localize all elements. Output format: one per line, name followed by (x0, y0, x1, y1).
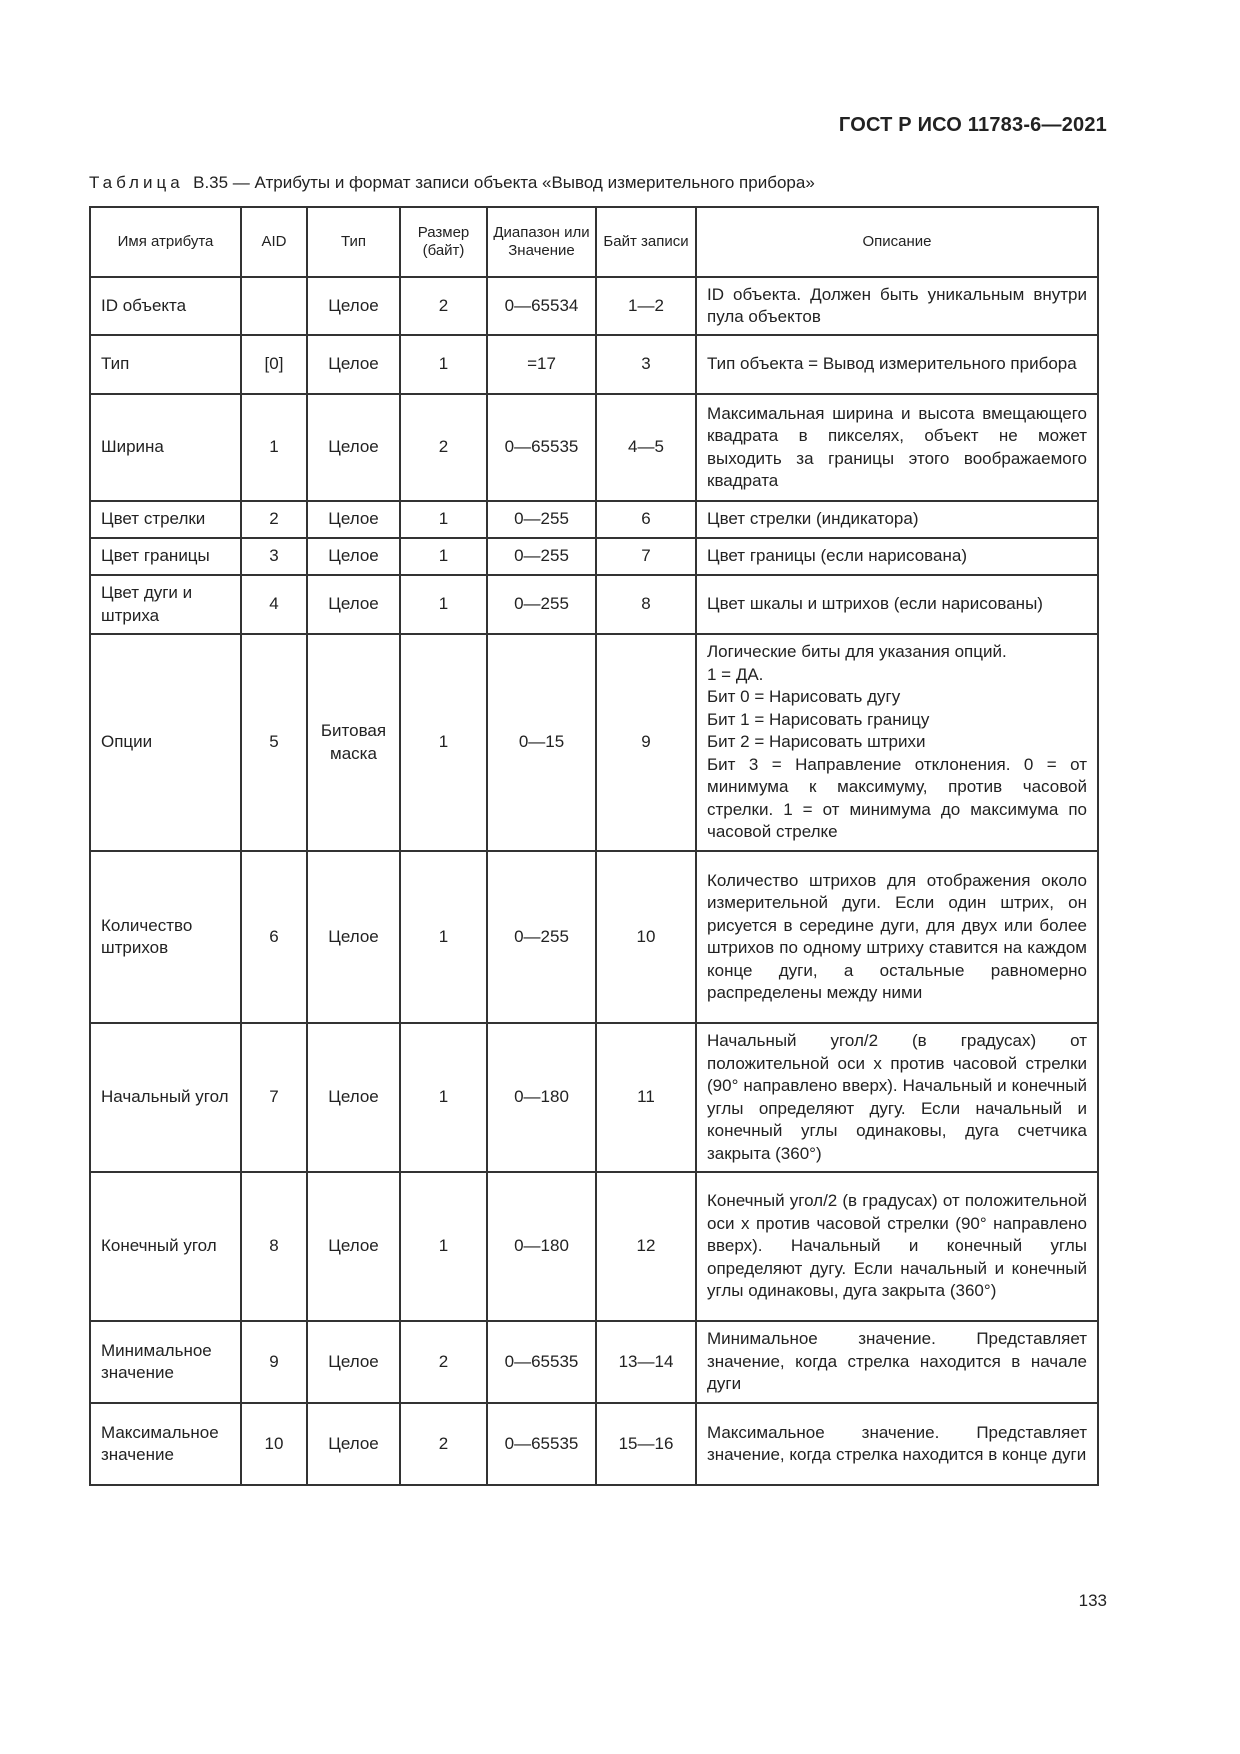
table-caption-text: В.35 — Атрибуты и формат записи объекта «Вывод измерительного прибора» (193, 173, 815, 192)
cell-aid: 1 (241, 394, 307, 501)
cell-aid: 9 (241, 1321, 307, 1403)
cell-aid: 8 (241, 1172, 307, 1321)
cell-description: Конечный угол/2 (в градусах) от положительной оси x против часовой стрелки (90° направлено вверх). Начальный и конечный углы определяют дугу. Если начальный и конечный углы одинаковы, дуга закрыта (360°) (696, 1172, 1098, 1321)
cell-size: 1 (400, 538, 487, 575)
cell-record-bytes: 9 (596, 634, 696, 851)
cell-description: Логические биты для указания опций. 1 = ДА. Бит 0 = Нарисовать дугу Бит 1 = Нарисовать границу Бит 2 = Нарисовать штрихи Бит 3 = Направление отклонения. 0 = от минимума к максимуму, против часовой стрелки. 1 = от минимума до максимума по часовой стрелке (696, 634, 1098, 851)
cell-attribute-name: Минимальное значение (90, 1321, 241, 1403)
cell-attribute-name: Тип (90, 335, 241, 394)
cell-type: Целое (307, 575, 400, 634)
cell-range: 0—255 (487, 538, 596, 575)
cell-range: 0—65535 (487, 394, 596, 501)
cell-range: 0—255 (487, 575, 596, 634)
cell-size: 2 (400, 394, 487, 501)
table-row (90, 851, 1098, 1023)
table-row (90, 634, 1098, 851)
cell-aid: 4 (241, 575, 307, 634)
column-header-description: Описание (696, 207, 1098, 277)
column-header-range: Диапазон или Значение (487, 207, 596, 277)
cell-range: 0—15 (487, 634, 596, 851)
cell-size: 1 (400, 501, 487, 538)
cell-attribute-name: Цвет стрелки (90, 501, 241, 538)
cell-description: Начальный угол/2 (в градусах) от положительной оси x против часовой стрелки (90° направлено вверх). Начальный и конечный углы определяют дугу. Если начальный и конечный углы одинаковы, дуга счетчика закрыта (360°) (696, 1023, 1098, 1172)
cell-type: Битовая маска (307, 634, 400, 851)
cell-range: 0—180 (487, 1172, 596, 1321)
table-caption (89, 173, 815, 193)
table-row (90, 394, 1098, 501)
table-row (90, 335, 1098, 394)
cell-range: =17 (487, 335, 596, 394)
cell-aid: 2 (241, 501, 307, 538)
cell-record-bytes: 8 (596, 575, 696, 634)
cell-size: 1 (400, 1023, 487, 1172)
cell-range: 0—180 (487, 1023, 596, 1172)
cell-size: 2 (400, 277, 487, 335)
page-number: 133 (1078, 1591, 1107, 1610)
cell-attribute-name: Опции (90, 634, 241, 851)
cell-record-bytes: 15—16 (596, 1403, 696, 1485)
document-standard-number: ГОСТ Р ИСО 11783-6—2021 (838, 114, 1107, 136)
cell-type: Целое (307, 277, 400, 335)
cell-description: Максимальная ширина и высота вмещающего квадрата в пикселях, объект не может выходить за границы этого воображаемого квадрата (696, 394, 1098, 501)
cell-attribute-name: Конечный угол (90, 1172, 241, 1321)
cell-type: Целое (307, 1172, 400, 1321)
cell-attribute-name: Цвет дуги и штриха (90, 575, 241, 634)
cell-description: Тип объекта = Вывод измерительного прибора (696, 335, 1098, 394)
table-row (90, 538, 1098, 575)
cell-type: Целое (307, 1023, 400, 1172)
column-header-type: Тип (307, 207, 400, 277)
cell-size: 2 (400, 1321, 487, 1403)
table-row (90, 501, 1098, 538)
table-row (90, 277, 1098, 335)
table-row (90, 1172, 1098, 1321)
cell-record-bytes: 10 (596, 851, 696, 1023)
cell-size: 1 (400, 851, 487, 1023)
cell-aid: 3 (241, 538, 307, 575)
cell-aid: [0] (241, 335, 307, 394)
cell-attribute-name: ID объекта (90, 277, 241, 335)
cell-range: 0—255 (487, 501, 596, 538)
cell-description: Количество штрихов для отображения около измерительной дуги. Если один штрих, он рисуется в середине дуги, для двух или более штрихов по одному штриху ставится на каждом конце дуги, а остальные равномерно распределены между ними (696, 851, 1098, 1023)
cell-record-bytes: 12 (596, 1172, 696, 1321)
cell-description: Минимальное значение. Представляет значение, когда стрелка находится в начале дуги (696, 1321, 1098, 1403)
cell-description: Максимальное значение. Представляет значение, когда стрелка находится в конце дуги (696, 1403, 1098, 1485)
cell-range: 0—65535 (487, 1321, 596, 1403)
cell-size: 1 (400, 634, 487, 851)
cell-type: Целое (307, 501, 400, 538)
cell-record-bytes: 11 (596, 1023, 696, 1172)
table-row (90, 1403, 1098, 1485)
table-row (90, 1321, 1098, 1403)
cell-range: 0—255 (487, 851, 596, 1023)
cell-record-bytes: 7 (596, 538, 696, 575)
cell-aid: 10 (241, 1403, 307, 1485)
cell-type: Целое (307, 1321, 400, 1403)
cell-attribute-name: Количество штрихов (90, 851, 241, 1023)
cell-size: 1 (400, 335, 487, 394)
cell-record-bytes: 13—14 (596, 1321, 696, 1403)
cell-description: Цвет стрелки (индикатора) (696, 501, 1098, 538)
table-caption-label: Таблица (89, 173, 184, 192)
cell-aid: 7 (241, 1023, 307, 1172)
cell-type: Целое (307, 1403, 400, 1485)
cell-size: 1 (400, 1172, 487, 1321)
cell-record-bytes: 6 (596, 501, 696, 538)
cell-type: Целое (307, 538, 400, 575)
cell-attribute-name: Максимальное значение (90, 1403, 241, 1485)
cell-record-bytes: 1—2 (596, 277, 696, 335)
attributes-table (89, 206, 1099, 1486)
cell-aid: 6 (241, 851, 307, 1023)
cell-description: Цвет шкалы и штрихов (если нарисованы) (696, 575, 1098, 634)
table-row (90, 1023, 1098, 1172)
cell-type: Целое (307, 394, 400, 501)
cell-attribute-name: Начальный угол (90, 1023, 241, 1172)
cell-attribute-name: Ширина (90, 394, 241, 501)
table-header-row (90, 207, 1098, 277)
cell-record-bytes: 4—5 (596, 394, 696, 501)
column-header-size: Размер (байт) (400, 207, 487, 277)
column-header-attribute-name: Имя атрибута (90, 207, 241, 277)
cell-aid (241, 277, 307, 335)
cell-type: Целое (307, 851, 400, 1023)
cell-size: 1 (400, 575, 487, 634)
cell-description: ID объекта. Должен быть уникальным внутри пула объектов (696, 277, 1098, 335)
cell-record-bytes: 3 (596, 335, 696, 394)
cell-aid: 5 (241, 634, 307, 851)
cell-range: 0—65535 (487, 1403, 596, 1485)
cell-attribute-name: Цвет границы (90, 538, 241, 575)
table-row (90, 575, 1098, 634)
column-header-aid: AID (241, 207, 307, 277)
cell-type: Целое (307, 335, 400, 394)
cell-range: 0—65534 (487, 277, 596, 335)
cell-size: 2 (400, 1403, 487, 1485)
column-header-record-bytes: Байт записи (596, 207, 696, 277)
cell-description: Цвет границы (если нарисована) (696, 538, 1098, 575)
